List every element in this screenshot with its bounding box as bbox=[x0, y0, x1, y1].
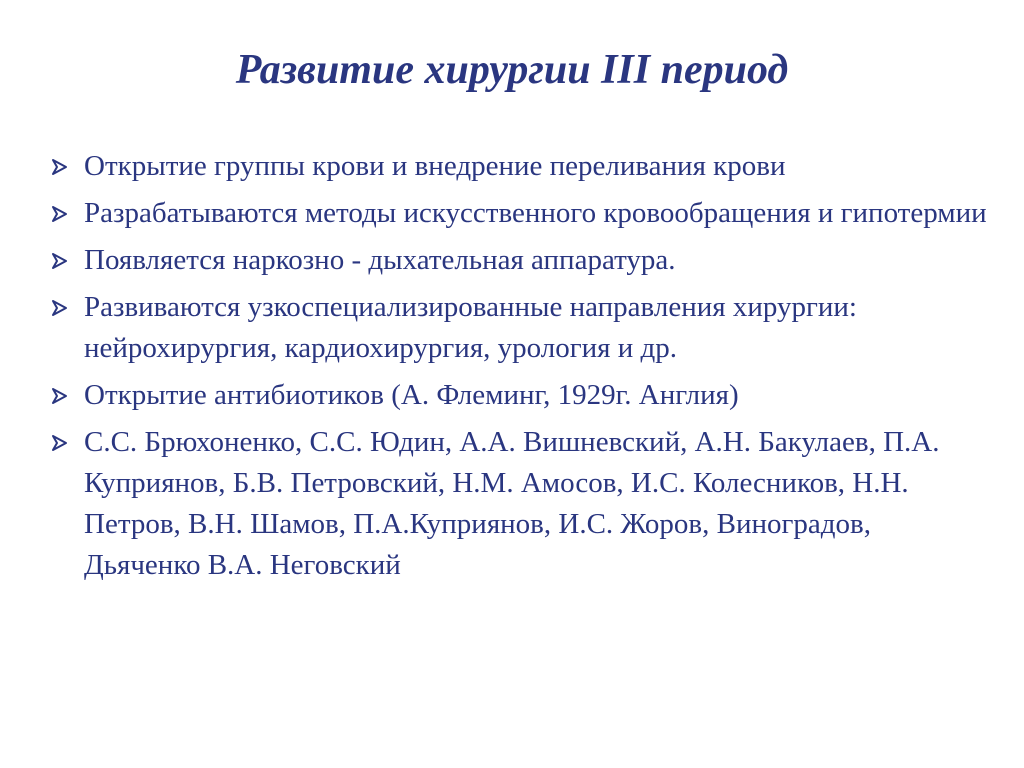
bullet-text: Появляется наркозно - дыхательная аппаратура. bbox=[84, 244, 676, 276]
arrow-bullet-icon bbox=[50, 240, 76, 281]
bullet-text: Открытие антибиотиков (А. Флеминг, 1929г. Англия) bbox=[84, 379, 739, 411]
arrow-bullet-icon bbox=[50, 146, 76, 187]
bullet-item bbox=[50, 287, 990, 369]
slide-title: Развитие хирургии III период bbox=[235, 47, 789, 93]
arrow-bullet-icon bbox=[50, 193, 76, 234]
bullet-list bbox=[50, 146, 990, 592]
bullet-item bbox=[50, 240, 990, 281]
arrow-bullet-icon bbox=[50, 422, 76, 463]
bullet-text: Открытие группы крови и внедрение переливания крови bbox=[84, 150, 786, 182]
arrow-bullet-icon bbox=[50, 375, 76, 416]
bullet-item bbox=[50, 422, 990, 586]
bullet-item bbox=[50, 375, 990, 416]
bullet-text: Развиваются узкоспециализированные направления хирургии: нейрохирургия, кардиохирургия, урология и др. bbox=[84, 291, 857, 364]
arrow-bullet-icon bbox=[50, 287, 76, 328]
bullet-item bbox=[50, 146, 990, 187]
bullet-item bbox=[50, 193, 990, 234]
bullet-text: Разрабатываются методы искусственного кровообращения и гипотермии bbox=[84, 197, 987, 229]
bullet-text: С.С. Брюхоненко, С.С. Юдин, А.А. Вишневский, А.Н. Бакулаев, П.А. Куприянов, Б.В. Петровский, Н.М. Амосов, И.С. Колесников, Н.Н. Петров, В.Н. Шамов, П.А.Куприянов, И.С. Жоров, Виноградов, Дьяченко В.А. Неговский bbox=[84, 426, 940, 581]
